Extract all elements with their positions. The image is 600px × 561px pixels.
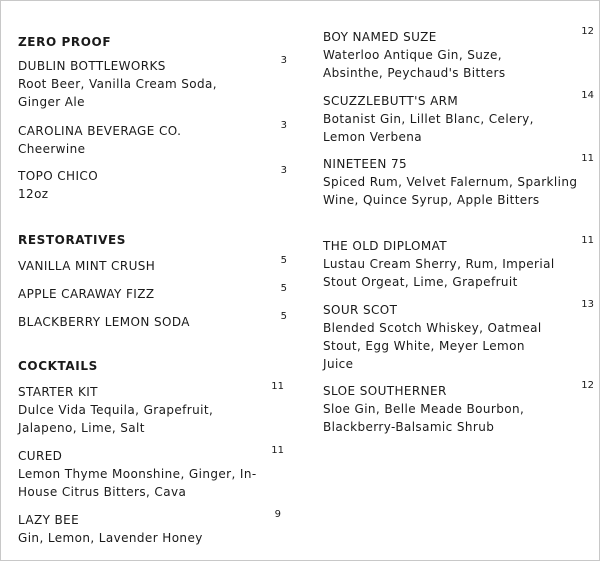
menu-item-sloe-southerner: [323, 382, 595, 436]
item-price: 12: [581, 380, 594, 391]
menu-item-nineteen-75: [323, 155, 595, 209]
item-price: 5: [280, 255, 287, 266]
section-title-zero-proof: ZERO PROOF: [18, 35, 112, 49]
item-name: SCUZZLEBUTT'S ARM: [323, 94, 459, 108]
item-description: Spiced Rum, Velvet Falernum, Sparkling Wine, Quince Syrup, Apple Bitters: [323, 175, 578, 207]
item-description: Cheerwine: [18, 142, 86, 156]
item-description: 12oz: [18, 187, 49, 201]
menu-item-carolina-beverage: [18, 122, 290, 158]
item-description: Lemon Thyme Moonshine, Ginger, In-House Citrus Bitters, Cava: [18, 467, 257, 499]
item-name: VANILLA MINT CRUSH: [18, 259, 156, 273]
menu-item-sour-scot: [323, 301, 595, 373]
item-name: CAROLINA BEVERAGE CO.: [18, 124, 182, 138]
menu-item-apple-caraway-fizz: [18, 285, 290, 303]
item-price: 14: [581, 90, 594, 101]
item-description: Lustau Cream Sherry, Rum, Imperial Stout Orgeat, Lime, Grapefruit: [323, 257, 555, 289]
item-description: Waterloo Antique Gin, Suze, Absinthe, Peychaud's Bitters: [323, 48, 506, 80]
item-name: BOY NAMED SUZE: [323, 30, 437, 44]
item-price: 9: [274, 509, 281, 520]
item-name: THE OLD DIPLOMAT: [323, 239, 448, 253]
item-price: 5: [280, 283, 287, 294]
item-price: 11: [271, 381, 284, 392]
item-name: BLACKBERRY LEMON SODA: [18, 315, 190, 329]
menu-item-lazy-bee: [18, 511, 290, 547]
item-price: 11: [581, 153, 594, 164]
menu-item-dublin-bottleworks: [18, 57, 290, 111]
menu-item-topo-chico: [18, 167, 290, 203]
item-price: 3: [280, 120, 287, 131]
item-price: 11: [271, 445, 284, 456]
item-description: Dulce Vida Tequila, Grapefruit, Jalapeno, Lime, Salt: [18, 403, 214, 435]
item-name: TOPO CHICO: [18, 169, 99, 183]
item-price: 12: [581, 26, 594, 37]
item-description: Blended Scotch Whiskey, Oatmeal Stout, Egg White, Meyer Lemon Juice: [323, 321, 542, 371]
item-name: SLOE SOUTHERNER: [323, 384, 447, 398]
item-price: 3: [280, 55, 287, 66]
menu-item-starter-kit: [18, 383, 290, 437]
section-title-restoratives: RESTORATIVES: [18, 233, 127, 247]
item-description: Gin, Lemon, Lavender Honey: [18, 531, 203, 545]
item-description: Root Beer, Vanilla Cream Soda, Ginger Ale: [18, 77, 218, 109]
section-title-cocktails: COCKTAILS: [18, 359, 98, 373]
item-price: 3: [280, 165, 287, 176]
item-name: STARTER KIT: [18, 385, 98, 399]
item-name: LAZY BEE: [18, 513, 80, 527]
item-price: 13: [581, 299, 594, 310]
item-name: SOUR SCOT: [323, 303, 398, 317]
item-price: 11: [581, 235, 594, 246]
menu-item-blackberry-lemon-soda: [18, 313, 290, 331]
item-price: 5: [280, 311, 287, 322]
menu-item-scuzzlebutts-arm: [323, 92, 595, 146]
item-description: Botanist Gin, Lillet Blanc, Celery, Lemon Verbena: [323, 112, 534, 144]
menu-item-the-old-diplomat: [323, 237, 595, 291]
item-name: NINETEEN 75: [323, 157, 408, 171]
menu-item-boy-named-suze: [323, 28, 595, 82]
item-description: Sloe Gin, Belle Meade Bourbon, Blackberry-Balsamic Shrub: [323, 402, 525, 434]
item-name: APPLE CARAWAY FIZZ: [18, 287, 155, 301]
menu-item-cured: [18, 447, 290, 501]
item-name: DUBLIN BOTTLEWORKS: [18, 59, 166, 73]
item-name: CURED: [18, 449, 63, 463]
menu-item-vanilla-mint-crush: [18, 257, 290, 275]
